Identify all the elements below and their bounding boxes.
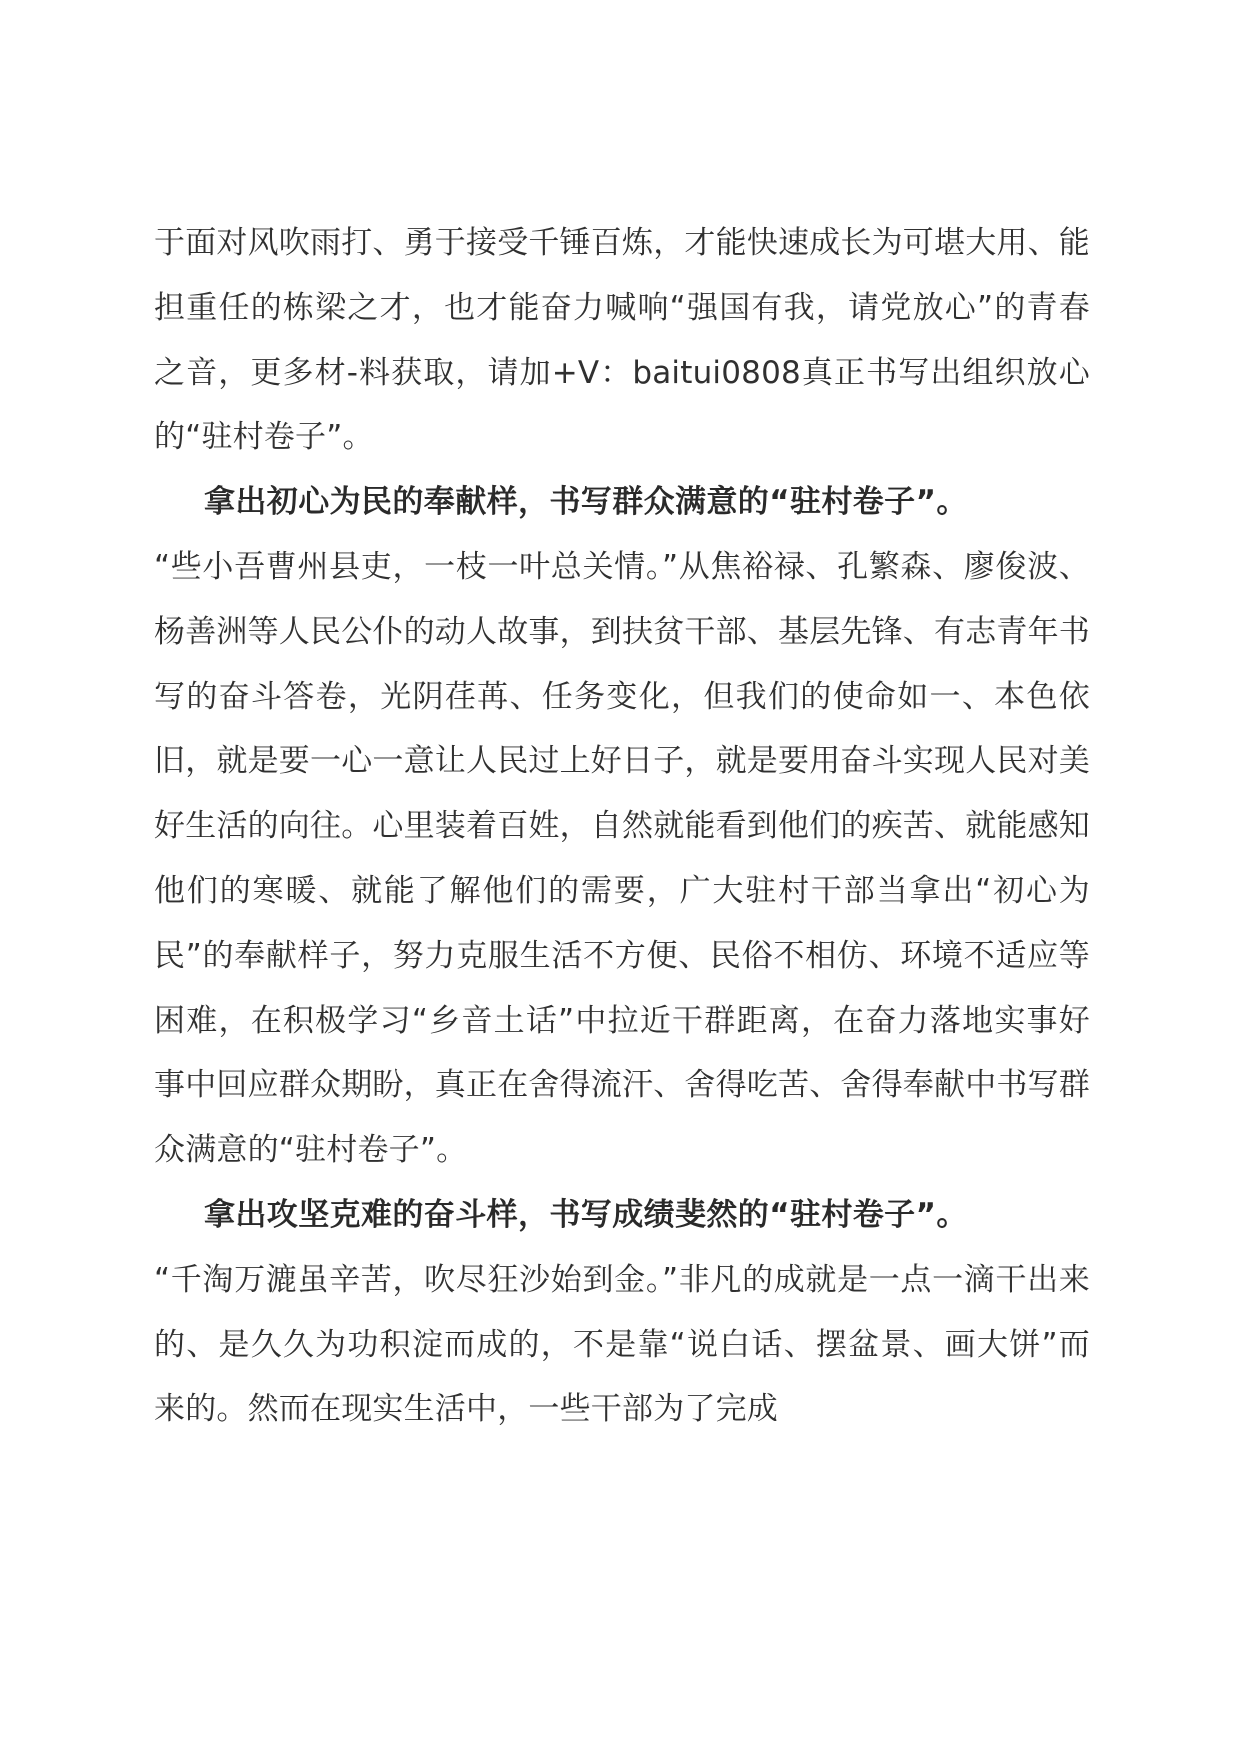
document-body (154, 211, 1090, 1442)
section-heading-tackle-difficulties: 拿出攻坚克难的奋斗样，书写成绩斐然的“驻村卷子”。 (204, 1196, 968, 1233)
section-heading-initial-heart: 拿出初心为民的奉献样，书写群众满意的“驻村卷子”。 (204, 484, 968, 521)
paragraph-initial-heart: “些小吾曹州县吏，一枝一叶总关情。”从焦裕禄、孔繁森、廖俊波、杨善洲等人民公仆的动人故事，到扶贫干部、基层先锋、有志青年书写的奋斗答卷，光阴荏苒、任务变化，但我们的使命如一、本色依旧，就是要一心一意让人民过上好日子，就是要用奋斗实现人民对美好生活的向往。心里装着百姓，自然就能看到他们的疾苦、就能感知他们的寒暖、就能了解他们的需要，广大驻村干部当拿出“初心为民”的奉献样子，努力克服生活不方便、民俗不相仿、环境不适应等困难，在积极学习“乡音土话”中拉近干群距离，在奋力落地实事好事中回应群众期盼，真正在舍得流汗、舍得吃苦、舍得奉献中书写群众满意的“驻村卷子”。 (154, 548, 1090, 1169)
paragraph-tackle-difficulties: “千淘万漉虽辛苦，吹尽狂沙始到金。”非凡的成就是一点一滴干出来的、是久久为功积淀而成的，不是靠“说白话、摆盆景、画大饼”而来的。然而在现实生活中，一些干部为了完成 (154, 1261, 1090, 1428)
paragraph-continuation: 于面对风吹雨打、勇于接受千锤百炼，才能快速成长为可堪大用、能担重任的栋梁之才，也才能奋力喊响“强国有我，请党放心”的青春之音，更多材-料获取，请加+V：baitui0808真正书写出组织放心的“驻村卷子”。 (154, 225, 1090, 456)
